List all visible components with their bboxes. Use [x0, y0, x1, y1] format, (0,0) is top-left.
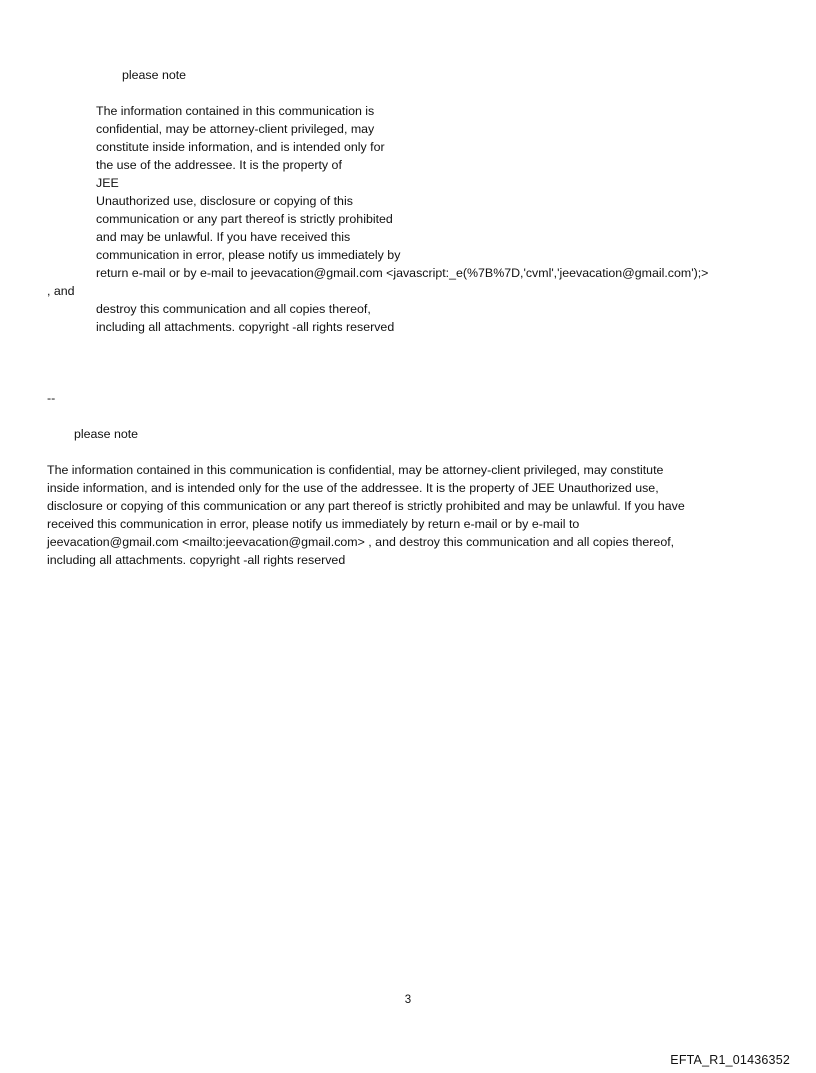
block1-line-6: Unauthorized use, disclosure or copying of this	[96, 194, 353, 208]
block1-line-10: return e-mail or by e-mail to jeevacation@gmail.com <javascript:_e(%7B%7D,'cvml','jeevacation@gmail.com');>	[96, 266, 709, 280]
block1-line-8: and may be unlawful. If you have received this	[96, 230, 351, 244]
block1-line-9: communication in error, please notify us immediately by	[96, 248, 401, 262]
block1-line-4: the use of the addressee. It is the property of	[96, 158, 342, 172]
block2-line-5: jeevacation@gmail.com <mailto:jeevacation@gmail.com> , and destroy this communication and all copies thereof,	[47, 535, 675, 549]
block1-line-1: The information contained in this communication is	[96, 104, 375, 118]
block2-line-4: received this communication in error, please notify us immediately by return e-mail or by e-mail to	[47, 517, 580, 531]
block1-closing-line-2: including all attachments. copyright -all rights reserved	[96, 320, 395, 334]
block1-line-7: communication or any part thereof is strictly prohibited	[96, 212, 393, 226]
page-number: 3	[404, 994, 412, 1006]
block1-closing-line-1: destroy this communication and all copies thereof,	[96, 302, 371, 316]
separator: --	[47, 391, 56, 405]
block1-heading: please note	[122, 68, 187, 82]
block1-line-5: JEE	[96, 176, 119, 190]
block1-wrapped-fragment: , and	[47, 284, 75, 298]
block1-line-2: confidential, may be attorney-client privileged, may	[96, 122, 375, 136]
block2-line-3: disclosure or copying of this communication or any part thereof is strictly prohibited and may be unlawful. If you have	[47, 499, 685, 513]
block2-line-6: including all attachments. copyright -all rights reserved	[47, 553, 346, 567]
block2-line-1: The information contained in this communication is confidential, may be attorney-client privileged, may constitute	[47, 463, 664, 477]
block1-line-3: constitute inside information, and is intended only for	[96, 140, 385, 154]
block2-line-2: inside information, and is intended only for the use of the addressee. It is the property of JEE Unauthorized use,	[47, 481, 659, 495]
document-id: EFTA_R1_01436352	[670, 1053, 790, 1067]
block2-heading: please note	[74, 427, 139, 441]
